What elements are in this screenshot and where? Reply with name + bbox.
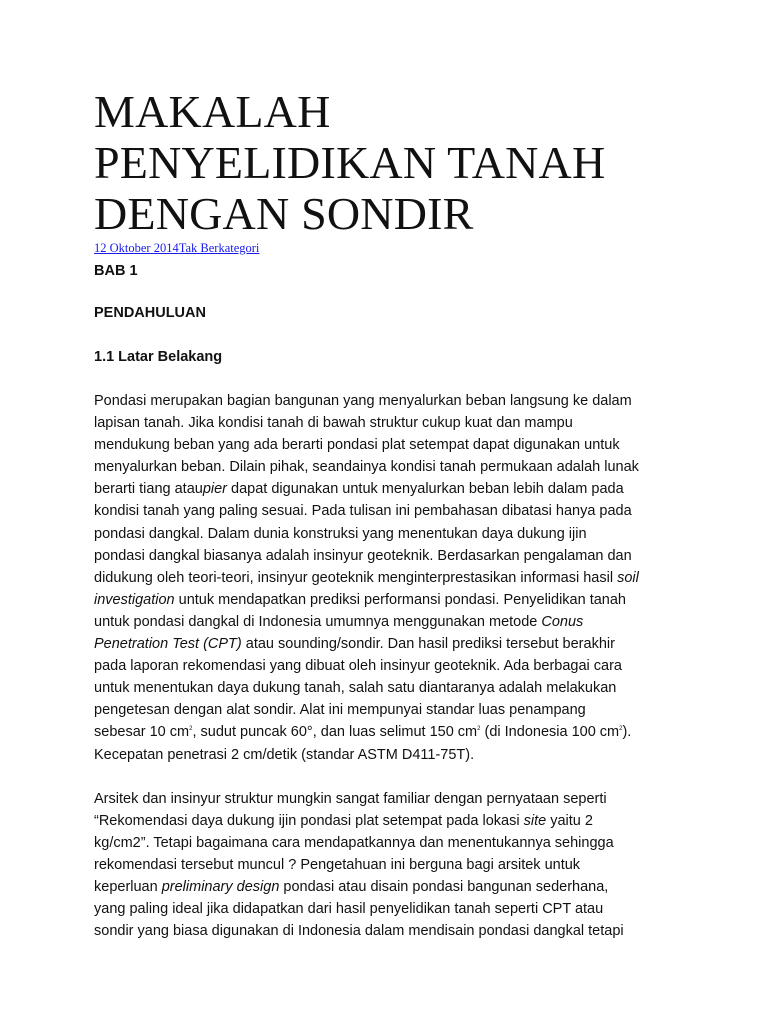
title-line: DENGAN SONDIR — [94, 188, 474, 239]
text-span: keperluan — [94, 878, 162, 895]
text-span: yaitu 2 — [546, 812, 593, 829]
text-line: untuk menentukan daya dukung tanah, salah satu diantaranya adalah melakukan — [94, 680, 617, 697]
date-link[interactable]: 12 Oktober 2014 — [94, 241, 179, 255]
text-span: dapat digunakan untuk menyalurkan beban lebih dalam pada — [227, 481, 624, 498]
paragraph-2 — [94, 788, 684, 943]
text-line: sondir yang biasa digunakan di Indonesia dalam mendisain pondasi dangkal tetapi — [94, 923, 624, 940]
article — [94, 86, 684, 942]
text-line: pondasi dangkal biasanya adalah insinyur geoteknik. Berdasarkan pengalaman dan — [94, 547, 632, 564]
text-line: menyalurkan beban. Dilain pihak, seandainya kondisi tanah permukaan adalah lunak — [94, 459, 639, 476]
text-span: berarti tiang atau — [94, 481, 203, 498]
text-line — [94, 633, 684, 655]
paragraph-1 — [94, 390, 684, 766]
text-line: yang paling ideal jika didapatkan dari hasil penyelidikan tanah seperti CPT atau — [94, 901, 604, 918]
text-line: pondasi dangkal. Dalam dunia konstruksi yang menentukan daya dukung ijin — [94, 525, 587, 542]
text-span: didukung oleh teori-teori, insinyur geoteknik menginterprestasikan informasi hasil — [94, 569, 618, 586]
text-line — [94, 589, 684, 611]
text-line: lapisan tanah. Jika kondisi tanah di bawah struktur cukup kuat dan mampu — [94, 415, 573, 432]
text-span: untuk mendapatkan prediksi performansi pondasi. Penyelidikan tanah — [174, 591, 626, 608]
text-span: ). — [622, 724, 632, 741]
title-line: MAKALAH — [94, 86, 331, 137]
chapter-title: PENDAHULUAN — [94, 305, 206, 321]
text-line: rekomendasi tersebut muncul ? Pengetahuan ini berguna bagi arsitek untuk — [94, 856, 581, 873]
text-line: pengetesan dengan alat sondir. Alat ini mempunyai standar luas penampang — [94, 702, 586, 719]
text-line: mendukung beban yang ada berarti pondasi plat setempat dapat digunakan untuk — [94, 437, 620, 454]
text-span: , sudut puncak 60°, dan luas selimut 150 cm — [192, 724, 478, 741]
article-title — [94, 86, 684, 239]
text-line: pada laporan rekomendasi yang dibuat oleh insinyur geoteknik. Ada berbagai cara — [94, 658, 622, 675]
text-line — [94, 567, 684, 589]
text-line: Arsitek dan insinyur struktur mungkin sangat familiar dengan pernyataan seperti — [94, 790, 607, 807]
text-line: Kecepatan penetrasi 2 cm/detik (standar ASTM D411-75T). — [94, 746, 475, 763]
text-span: (di Indonesia 100 cm — [480, 724, 620, 741]
superscript: 2 — [189, 726, 193, 733]
superscript: 2 — [619, 726, 623, 733]
text-span: pondasi atau disain pondasi bangunan sederhana, — [279, 878, 609, 895]
title-line: PENYELIDIKAN TANAH — [94, 137, 606, 188]
italic-term: preliminary design — [161, 878, 280, 895]
text-line — [94, 810, 684, 832]
text-line: Pondasi merupakan bagian bangunan yang menyalurkan beban langsung ke dalam — [94, 393, 632, 409]
text-span: sebesar 10 cm — [94, 724, 190, 741]
text-line — [94, 876, 684, 898]
superscript: 2 — [477, 726, 481, 733]
article-meta — [94, 241, 684, 255]
text-span: atau sounding/sondir. Dan hasil prediksi tersebut berakhir — [241, 636, 615, 653]
italic-term: Penetration Test (CPT) — [94, 636, 242, 653]
italic-term: pier — [202, 481, 228, 498]
text-line: kondisi tanah yang paling sesuai. Pada tulisan ini pembahasan dibatasi hanya pada — [94, 503, 632, 520]
italic-term: soil — [617, 569, 639, 586]
chapter-heading: BAB 1 — [94, 263, 138, 279]
text-line: kg/cm2”. Tetapi bagaimana cara mendapatkannya dan menentukannya sehingga — [94, 834, 614, 851]
text-span: untuk pondasi dangkal di Indonesia umumnya menggunakan metode — [94, 613, 542, 630]
text-span: “Rekomendasi daya dukung ijin pondasi plat setempat pada lokasi — [94, 812, 524, 829]
italic-term: investigation — [94, 591, 175, 608]
section-heading: 1.1 Latar Belakang — [94, 349, 223, 365]
text-line — [94, 611, 684, 633]
text-line — [94, 478, 684, 500]
italic-term: site — [523, 812, 547, 829]
italic-term: Conus — [541, 613, 584, 630]
category-link[interactable]: Tak Berkategori — [178, 241, 260, 255]
text-line — [94, 721, 684, 743]
